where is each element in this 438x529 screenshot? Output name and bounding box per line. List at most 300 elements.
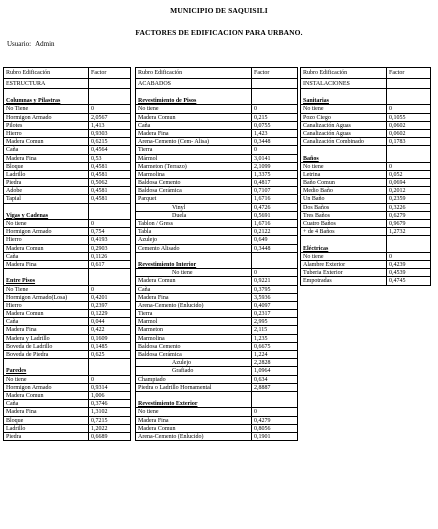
cell-rubro: Baños (300, 155, 387, 163)
section-heading (3, 367, 131, 375)
cell-factor: 0,2012 (387, 187, 431, 195)
cell-rubro: Caña (135, 122, 252, 130)
table-subheader (135, 78, 298, 89)
cell-factor: 0 (252, 269, 298, 277)
table-row (135, 163, 298, 171)
cell-rubro: Revestimiento de Pisos (135, 97, 252, 105)
cell-rubro: Paredes (3, 367, 89, 375)
table-row (135, 171, 298, 179)
table-row (3, 310, 131, 318)
cell-factor (387, 236, 431, 244)
cell-factor: 0,2903 (89, 245, 131, 253)
table-row (3, 236, 131, 244)
table-row (3, 318, 131, 326)
cell-factor: 0,4581 (89, 171, 131, 179)
section-heading (300, 97, 431, 105)
table-row (300, 212, 431, 220)
table-row (3, 408, 131, 416)
table-row (135, 204, 298, 212)
table-row (300, 269, 431, 277)
cell-rubro: Baldosa Cemento (135, 343, 252, 351)
cell-factor (387, 78, 431, 89)
cell-factor: 0,53 (89, 155, 131, 163)
cell-rubro: No Tiene (3, 286, 89, 294)
cell-factor: 0,0755 (252, 122, 298, 130)
cell-rubro: Cemento Alisado (135, 245, 252, 253)
table-row (3, 302, 131, 310)
user-name: Admin (35, 40, 55, 48)
table-row (135, 105, 298, 113)
table-row (135, 310, 298, 318)
table-row (300, 105, 431, 113)
table-row (135, 220, 298, 228)
cell-rubro: Tierra (135, 146, 252, 154)
table-row (3, 335, 131, 343)
cell-rubro: No tiene (300, 163, 387, 171)
table-instalaciones (300, 67, 431, 286)
cell-rubro: No tiene (300, 253, 387, 261)
cell-rubro: Vigas y Cadenas (3, 212, 89, 220)
table-row (3, 195, 131, 203)
table-row (300, 261, 431, 269)
cell-factor: 2,8887 (252, 384, 298, 392)
table-row (135, 130, 298, 138)
cell-factor: 1,2732 (387, 228, 431, 236)
cell-rubro (300, 89, 387, 97)
cell-rubro: Hormigon Armado (3, 384, 89, 392)
cell-rubro (135, 392, 252, 400)
cell-rubro: Pozo Ciego (300, 114, 387, 122)
cell-rubro: Baldosa Cemento (135, 179, 252, 187)
table-row (135, 155, 298, 163)
cell-factor: 1,3102 (89, 408, 131, 416)
cell-factor: Factor (252, 67, 298, 78)
table-header (135, 67, 298, 78)
table-row (300, 130, 431, 138)
cell-factor: 0,649 (252, 236, 298, 244)
cell-rubro (135, 253, 252, 261)
cell-factor: 0,1783 (387, 138, 431, 146)
cell-factor: 0,052 (387, 171, 431, 179)
table-row (300, 228, 431, 236)
cell-factor: 0 (252, 408, 298, 416)
cell-factor: 0,4726 (252, 204, 298, 212)
cell-factor (387, 155, 431, 163)
cell-factor (252, 400, 298, 408)
table-row (135, 417, 298, 425)
table-row (3, 351, 131, 359)
cell-factor: 2,2828 (252, 359, 298, 367)
table-row (135, 384, 298, 392)
table-row (3, 138, 131, 146)
table-row (300, 138, 431, 146)
cell-rubro: Tabla (135, 228, 252, 236)
cell-factor: 0,4745 (387, 277, 431, 285)
table-estructura (3, 67, 131, 441)
cell-factor: 1,006 (89, 392, 131, 400)
table-row (3, 220, 131, 228)
cell-factor (252, 78, 298, 89)
cell-rubro: Boveda de Ladrillo (3, 343, 89, 351)
cell-rubro: Revestimiento Interior (135, 261, 252, 269)
cell-rubro: No tiene (135, 269, 252, 277)
cell-factor (89, 212, 131, 220)
cell-factor: 0,3226 (387, 204, 431, 212)
table-row (300, 171, 431, 179)
cell-factor (89, 204, 131, 212)
cell-factor: 0,9303 (89, 130, 131, 138)
table-row (3, 228, 131, 236)
table-row (300, 220, 431, 228)
cell-factor (252, 89, 298, 97)
cell-factor: 1,3375 (252, 171, 298, 179)
table-row (135, 392, 298, 400)
table-row (3, 376, 131, 384)
cell-factor: 0,4193 (89, 236, 131, 244)
cell-rubro (3, 359, 89, 367)
cell-rubro: Entre Pisos (3, 277, 89, 285)
cell-rubro (3, 269, 89, 277)
cell-rubro: Rubro Edificación (300, 67, 387, 78)
cell-factor: 0,9679 (387, 220, 431, 228)
cell-factor: 2,1099 (252, 163, 298, 171)
cell-factor: 2,995 (252, 318, 298, 326)
table-row (135, 294, 298, 302)
cell-rubro: Arena-Cemento (Enlucido) (135, 302, 252, 310)
cell-factor: 0,1229 (89, 310, 131, 318)
table-row (3, 155, 131, 163)
cell-rubro: No tiene (135, 105, 252, 113)
cell-rubro: Ladrillo (3, 171, 89, 179)
cell-factor: 3,5936 (252, 294, 298, 302)
cell-factor: Factor (89, 67, 131, 78)
table-row (3, 286, 131, 294)
cell-rubro: Pilotes (3, 122, 89, 130)
cell-factor: 0,044 (89, 318, 131, 326)
table-row (135, 187, 298, 195)
cell-rubro: No tiene (135, 408, 252, 416)
table-row (135, 359, 298, 367)
cell-rubro: Champiado (135, 376, 252, 384)
table-row (3, 425, 131, 433)
cell-factor: 0,4239 (387, 261, 431, 269)
cell-factor: 0,4581 (89, 195, 131, 203)
table-row (135, 318, 298, 326)
cell-factor: 0,215 (252, 114, 298, 122)
cell-factor (89, 78, 131, 89)
cell-factor: 0,0694 (387, 179, 431, 187)
cell-rubro: Marmolina (135, 171, 252, 179)
cell-rubro: Vinyl (135, 204, 252, 212)
cell-rubro: Madera Fina (3, 155, 89, 163)
table-row (3, 122, 131, 130)
cell-rubro: + de 4 Baños (300, 228, 387, 236)
cell-factor: 0,4581 (89, 187, 131, 195)
cell-factor: 0,3448 (252, 245, 298, 253)
table-row (3, 392, 131, 400)
cell-rubro: Bloque (3, 163, 89, 171)
cell-factor: 0 (252, 146, 298, 154)
table-row (3, 187, 131, 195)
table-row (300, 146, 431, 154)
cell-rubro: Piedra (3, 433, 89, 441)
table-row (3, 326, 131, 334)
cell-rubro: Eléctricas (300, 245, 387, 253)
cell-rubro: Baldosa Cerámica (135, 187, 252, 195)
cell-factor: 0,1126 (89, 253, 131, 261)
cell-rubro: No tiene (3, 376, 89, 384)
page-title: MUNICIPIO DE SAQUISILI (170, 6, 268, 15)
table-row (3, 261, 131, 269)
cell-factor (252, 261, 298, 269)
cell-rubro: Arena-Cemento (Cem- Alisa) (135, 138, 252, 146)
cell-rubro: No Tiene (3, 105, 89, 113)
cell-rubro: Hormigon Armado (3, 228, 89, 236)
table-row (135, 138, 298, 146)
cell-rubro: Cuatro Baños (300, 220, 387, 228)
cell-rubro: Madera Comun (135, 425, 252, 433)
cell-factor: 0,6675 (252, 343, 298, 351)
cell-rubro: Tablon / Gress (135, 220, 252, 228)
cell-rubro (3, 89, 89, 97)
cell-rubro: Marmol (135, 318, 252, 326)
cell-rubro: Madera Fina (135, 294, 252, 302)
cell-rubro: Madera Fina (135, 130, 252, 138)
table-row (300, 253, 431, 261)
cell-factor (252, 97, 298, 105)
cell-rubro: Duela (135, 212, 252, 220)
cell-factor: 0,2359 (387, 195, 431, 203)
table-row (135, 326, 298, 334)
cell-rubro: Azulejo (135, 359, 252, 367)
cell-rubro: Madera Comun (3, 392, 89, 400)
table-row (300, 114, 431, 122)
table-row (135, 408, 298, 416)
cell-rubro: Mármol (135, 155, 252, 163)
table-row (3, 433, 131, 441)
table-row (135, 433, 298, 441)
cell-rubro: Empotradas (300, 277, 387, 285)
cell-rubro: Canalización Aguas (300, 130, 387, 138)
cell-factor: Factor (387, 67, 431, 78)
cell-rubro: Piedra o Ladrillo Hornamental (135, 384, 252, 392)
section-heading (300, 245, 431, 253)
table-row (3, 400, 131, 408)
cell-factor: 0,6689 (89, 433, 131, 441)
cell-rubro: No tiene (300, 105, 387, 113)
cell-factor: 1,224 (252, 351, 298, 359)
cell-factor: 0,5062 (89, 179, 131, 187)
cell-rubro (135, 89, 252, 97)
cell-rubro: Madera Fina (135, 417, 252, 425)
cell-rubro: Madera Comun (135, 277, 252, 285)
cell-rubro: ESTRUCTURA (3, 78, 89, 89)
cell-rubro: Canalización Combinado (300, 138, 387, 146)
cell-factor: 0,1055 (387, 114, 431, 122)
cell-factor: 0,4539 (387, 269, 431, 277)
table-row (3, 130, 131, 138)
table-row (135, 236, 298, 244)
cell-rubro: Hormigon Armado (3, 114, 89, 122)
table-row (3, 171, 131, 179)
cell-factor: 2,0567 (89, 114, 131, 122)
cell-rubro: Tuberia Exterior (300, 269, 387, 277)
section-heading (300, 155, 431, 163)
cell-factor: 2,115 (252, 326, 298, 334)
table-row (135, 114, 298, 122)
cell-factor: 0,4201 (89, 294, 131, 302)
cell-factor: 0,9314 (89, 384, 131, 392)
table-row (135, 343, 298, 351)
cell-factor: 0 (387, 105, 431, 113)
cell-factor (89, 277, 131, 285)
cell-rubro: Ladrillo (3, 425, 89, 433)
table-row (135, 212, 298, 220)
section-heading (135, 261, 298, 269)
cell-factor: 1,0964 (252, 367, 298, 375)
cell-factor: 0 (89, 220, 131, 228)
user-info (7, 40, 59, 48)
cell-rubro: Madera Comun (3, 245, 89, 253)
cell-factor (89, 97, 131, 105)
cell-rubro (300, 236, 387, 244)
cell-rubro: Caña (135, 286, 252, 294)
cell-rubro: Arena-Cemento (Enlucido) (135, 433, 252, 441)
cell-rubro: INSTALACIONES (300, 78, 387, 89)
cell-factor: 0,4817 (252, 179, 298, 187)
table-row (135, 302, 298, 310)
cell-factor: 0,1485 (89, 343, 131, 351)
cell-rubro: Madera Fina (3, 261, 89, 269)
section-heading (3, 212, 131, 220)
cell-factor (387, 89, 431, 97)
cell-factor (89, 89, 131, 97)
cell-factor: 0 (89, 105, 131, 113)
section-heading (135, 400, 298, 408)
table-row (3, 163, 131, 171)
table-row (135, 367, 298, 375)
cell-rubro: Rubro Edificación (135, 67, 252, 78)
table-row (3, 89, 131, 97)
cell-factor: 0,0602 (387, 122, 431, 130)
cell-factor: 0,422 (89, 326, 131, 334)
table-row (135, 89, 298, 97)
table-row (135, 228, 298, 236)
table-row (3, 146, 131, 154)
cell-rubro: Madera Fina (3, 326, 89, 334)
cell-factor: 0,4097 (252, 302, 298, 310)
cell-rubro: Marmeton (Terrazo) (135, 163, 252, 171)
cell-rubro: Piedra (3, 179, 89, 187)
table-row (135, 425, 298, 433)
cell-factor: 0,2397 (89, 302, 131, 310)
table-subheader (3, 78, 131, 89)
table-row (135, 335, 298, 343)
cell-factor: 3,0141 (252, 155, 298, 163)
cell-rubro: Caña (3, 253, 89, 261)
cell-factor: 1,2022 (89, 425, 131, 433)
cell-rubro: Hierro (3, 302, 89, 310)
cell-rubro: Alambre Exterior (300, 261, 387, 269)
table-row (3, 105, 131, 113)
table-row (135, 195, 298, 203)
cell-rubro: Parquet (135, 195, 252, 203)
cell-factor (89, 359, 131, 367)
cell-factor: 0,625 (89, 351, 131, 359)
cell-factor: 0,4564 (89, 146, 131, 154)
cell-factor: 1,235 (252, 335, 298, 343)
cell-factor: 0,4279 (252, 417, 298, 425)
cell-rubro: Dos Baños (300, 204, 387, 212)
cell-factor: 0 (387, 163, 431, 171)
table-row (135, 253, 298, 261)
user-label: Usuario: (7, 40, 32, 48)
cell-rubro: Madera y Ladrillo (3, 335, 89, 343)
table-row (3, 269, 131, 277)
table-row (135, 286, 298, 294)
cell-rubro: Marmeton (135, 326, 252, 334)
table-row (3, 384, 131, 392)
table-row (135, 269, 298, 277)
cell-factor: 0,0602 (387, 130, 431, 138)
cell-factor: 0,9221 (252, 277, 298, 285)
cell-factor: 0,8056 (252, 425, 298, 433)
cell-factor: 1,6716 (252, 220, 298, 228)
table-row (135, 146, 298, 154)
cell-rubro (300, 146, 387, 154)
table-row (3, 343, 131, 351)
cell-factor: 0,5691 (252, 212, 298, 220)
cell-rubro: Madera Comun (135, 114, 252, 122)
page-subtitle: FACTORES DE EDIFICACION PARA URBANO. (135, 28, 303, 37)
cell-factor: 0,617 (89, 261, 131, 269)
cell-rubro: Grafiado (135, 367, 252, 375)
cell-rubro: Boveda de Piedra (3, 351, 89, 359)
cell-factor: 0,2122 (252, 228, 298, 236)
cell-rubro: Canalización Aguas (300, 122, 387, 130)
table-row (3, 179, 131, 187)
cell-factor: 0,3746 (89, 400, 131, 408)
cell-factor (252, 253, 298, 261)
table-header (3, 67, 131, 78)
table-row (300, 277, 431, 285)
cell-rubro: Hierro (3, 130, 89, 138)
table-row (135, 179, 298, 187)
table-row (135, 376, 298, 384)
cell-factor: 0,2317 (252, 310, 298, 318)
cell-rubro: Rubro Edificación (3, 67, 89, 78)
section-heading (3, 97, 131, 105)
cell-factor: 0 (387, 253, 431, 261)
cell-rubro: Azulejo (135, 236, 252, 244)
table-row (300, 89, 431, 97)
cell-rubro: Bloque (3, 417, 89, 425)
cell-factor (387, 97, 431, 105)
table-row (135, 122, 298, 130)
section-heading (3, 277, 131, 285)
cell-factor: 0 (252, 105, 298, 113)
cell-rubro: Letrina (300, 171, 387, 179)
table-row (300, 187, 431, 195)
cell-rubro: No tiene (3, 220, 89, 228)
table-row (3, 417, 131, 425)
table-row (135, 277, 298, 285)
cell-rubro: Tierra (135, 310, 252, 318)
cell-factor: 1,423 (252, 130, 298, 138)
cell-factor (89, 269, 131, 277)
cell-rubro: Madera Comun (3, 310, 89, 318)
table-row (3, 204, 131, 212)
